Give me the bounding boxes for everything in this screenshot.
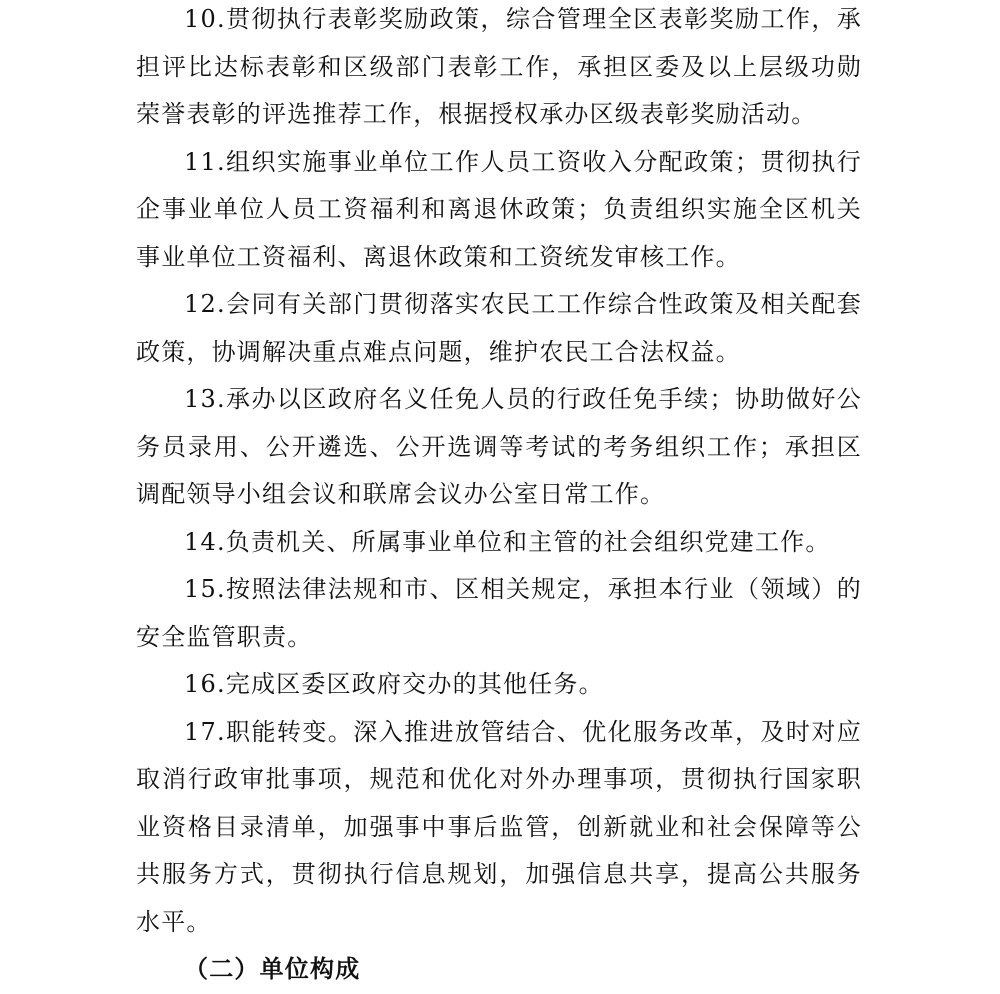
paragraph-item-11: 11.组织实施事业单位工作人员工资收入分配政策；贯彻执行企事业单位人员工资福利和离退休政策；负责组织实施全区机关事业单位工资福利、离退休政策和工资统发审核工作。 [136, 147, 862, 271]
paragraph-item-13: 13.承办以区政府名义任免人员的行政任免手续；协助做好公务员录用、公开遴选、公开选调等考试的考务组织工作；承担区调配领导小组会议和联席会议办公室日常工作。 [136, 385, 862, 508]
paragraph-item-16: 16.完成区委区政府交办的其他任务。 [184, 670, 604, 698]
document-body [136, 0, 862, 994]
section-heading: （二）单位构成 [184, 955, 361, 983]
paragraph-item-10: 10.贯彻执行表彰奖励政策，综合管理全区表彰奖励工作，承担评比达标表彰和区级部门表彰工作，承担区委及以上层级功勋荣誉表彰的评选推荐工作，根据授权承办区级表彰奖励活动。 [136, 5, 862, 128]
paragraph-item-15: 15.按照法律法规和市、区相关规定，承担本行业（领域）的安全监管职责。 [136, 575, 862, 651]
paragraph-item-12: 12.会同有关部门贯彻落实农民工工作综合性政策及相关配套政策，协调解决重点难点问题，维护农民工合法权益。 [136, 290, 862, 366]
paragraph-item-17: 17.职能转变。深入推进放管结合、优化服务改革，及时对应取消行政审批事项，规范和优化对外办理事项，贯彻执行国家职业资格目录清单，加强事中事后监管，创新就业和社会保障等公共服务方式，贯彻执行信息规划，加强信息共享，提高公共服务水平。 [136, 717, 862, 936]
paragraph-item-14: 14.负责机关、所属事业单位和主管的社会组织党建工作。 [184, 527, 831, 556]
